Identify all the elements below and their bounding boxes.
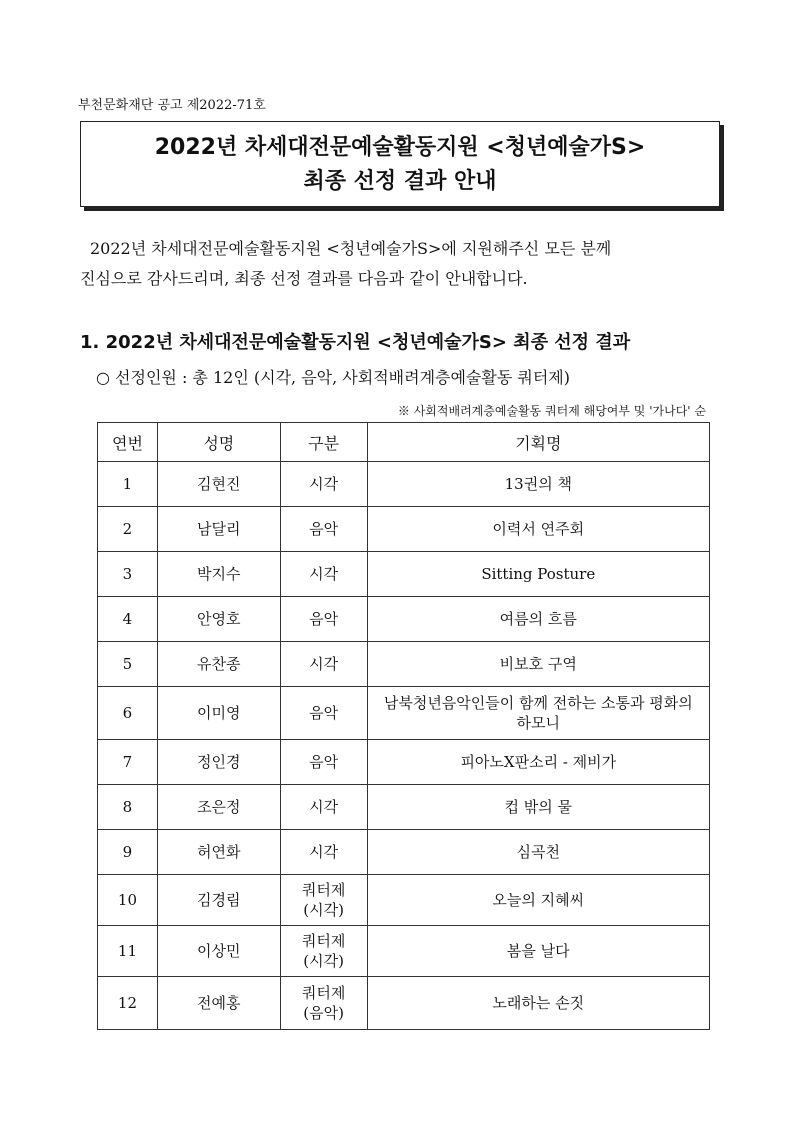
results-table bbox=[97, 422, 710, 1030]
cell-project: 비보호 구역 bbox=[367, 642, 709, 687]
cell-name: 안영호 bbox=[157, 597, 280, 642]
cell-category: 쿼터제 (음악) bbox=[280, 977, 367, 1030]
cell-number: 9 bbox=[98, 830, 158, 875]
title-line-2: 최종 선정 결과 안내 bbox=[303, 169, 497, 194]
header-category: 구분 bbox=[280, 423, 367, 462]
table-row bbox=[98, 642, 710, 687]
section-title: 1. 2022년 차세대전문예술활동지원 <청년예술가S> 최종 선정 결과 bbox=[80, 332, 631, 353]
cell-project: 13권의 책 bbox=[367, 462, 709, 507]
cell-name: 박지수 bbox=[157, 552, 280, 597]
cell-number: 8 bbox=[98, 785, 158, 830]
cell-category: 음악 bbox=[280, 740, 367, 785]
cell-project: 피아노X판소리 - 제비가 bbox=[367, 740, 709, 785]
selection-count: ○ 선정인원 : 총 12인 (시각, 음악, 사회적배려계층예술활동 쿼터제) bbox=[96, 368, 570, 387]
cell-number: 6 bbox=[98, 687, 158, 740]
notice-number: 부천문화재단 공고 제2022-71호 bbox=[78, 98, 266, 113]
cell-project: 컵 밖의 물 bbox=[367, 785, 709, 830]
cell-number: 7 bbox=[98, 740, 158, 785]
cell-number: 10 bbox=[98, 875, 158, 926]
table-row bbox=[98, 597, 710, 642]
cell-project: 심곡천 bbox=[367, 830, 709, 875]
cell-project: 남북청년음악인들이 함께 전하는 소통과 평화의 하모니 bbox=[367, 687, 709, 740]
header-project: 기획명 bbox=[367, 423, 709, 462]
cell-name: 이미영 bbox=[157, 687, 280, 740]
table-row bbox=[98, 687, 710, 740]
intro-line-2: 진심으로 감사드리며, 최종 선정 결과를 다음과 같이 안내합니다. bbox=[80, 269, 528, 288]
cell-category: 시각 bbox=[280, 552, 367, 597]
table-row bbox=[98, 785, 710, 830]
cell-project: 이력서 연주회 bbox=[367, 507, 709, 552]
cell-project: 오늘의 지혜씨 bbox=[367, 875, 709, 926]
cell-name: 이상민 bbox=[157, 926, 280, 977]
cell-name: 정인경 bbox=[157, 740, 280, 785]
cell-category: 음악 bbox=[280, 507, 367, 552]
cell-project: 여름의 흐름 bbox=[367, 597, 709, 642]
sort-note: ※ 사회적배려계층예술활동 쿼터제 해당여부 및 '가나다' 순 bbox=[397, 404, 706, 418]
cell-number: 5 bbox=[98, 642, 158, 687]
intro-paragraph bbox=[80, 234, 720, 294]
cell-number: 1 bbox=[98, 462, 158, 507]
cell-category: 음악 bbox=[280, 597, 367, 642]
cell-number: 12 bbox=[98, 977, 158, 1030]
cell-category: 쿼터제 (시각) bbox=[280, 875, 367, 926]
cell-number: 11 bbox=[98, 926, 158, 977]
cell-project: 노래하는 손짓 bbox=[367, 977, 709, 1030]
cell-name: 김현진 bbox=[157, 462, 280, 507]
title-box bbox=[80, 121, 720, 207]
cell-number: 4 bbox=[98, 597, 158, 642]
table-row bbox=[98, 507, 710, 552]
title-line-1: 2022년 차세대전문예술활동지원 <청년예술가S> bbox=[154, 135, 646, 160]
cell-project: Sitting Posture bbox=[367, 552, 709, 597]
cell-name: 전예홍 bbox=[157, 977, 280, 1030]
table-row bbox=[98, 977, 710, 1030]
table-header-row bbox=[98, 423, 710, 462]
cell-category: 음악 bbox=[280, 687, 367, 740]
cell-number: 3 bbox=[98, 552, 158, 597]
cell-category: 시각 bbox=[280, 462, 367, 507]
cell-project: 봄을 날다 bbox=[367, 926, 709, 977]
cell-name: 조은정 bbox=[157, 785, 280, 830]
cell-number: 2 bbox=[98, 507, 158, 552]
table-row bbox=[98, 830, 710, 875]
cell-category: 시각 bbox=[280, 642, 367, 687]
table-row bbox=[98, 926, 710, 977]
header-name: 성명 bbox=[157, 423, 280, 462]
table-row bbox=[98, 875, 710, 926]
cell-name: 남달리 bbox=[157, 507, 280, 552]
table-row bbox=[98, 740, 710, 785]
cell-category: 쿼터제 (시각) bbox=[280, 926, 367, 977]
cell-name: 허연화 bbox=[157, 830, 280, 875]
table-row bbox=[98, 462, 710, 507]
cell-category: 시각 bbox=[280, 830, 367, 875]
intro-line-1: 2022년 차세대전문예술활동지원 <청년예술가S>에 지원해주신 모든 분께 bbox=[90, 239, 612, 258]
cell-name: 김경림 bbox=[157, 875, 280, 926]
header-number: 연번 bbox=[98, 423, 158, 462]
cell-category: 시각 bbox=[280, 785, 367, 830]
table-row bbox=[98, 552, 710, 597]
cell-name: 유찬종 bbox=[157, 642, 280, 687]
